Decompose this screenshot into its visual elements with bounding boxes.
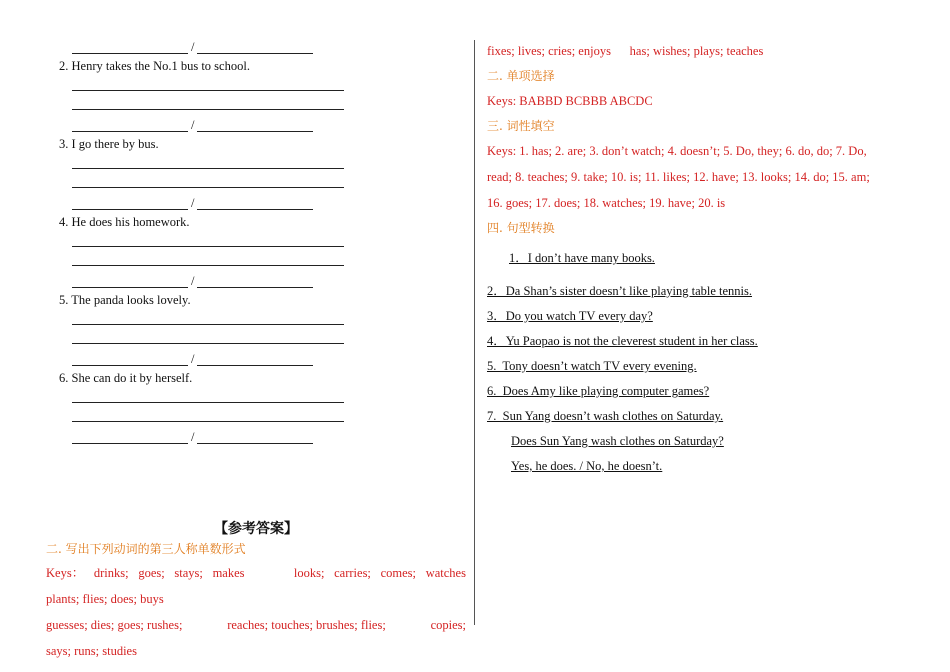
- answer-blank-pair[interactable]: /: [72, 352, 466, 366]
- answer-column: [487, 40, 917, 479]
- sentence-3: 3．Do you watch TV every day?: [487, 309, 653, 323]
- answer-line[interactable]: [72, 314, 344, 325]
- question-2: 2. Henry takes the No.1 bus to school.: [59, 59, 250, 73]
- keys-word-form-3: 16. goes; 17. does; 18. watches; 19. have; 20. is: [487, 196, 726, 210]
- section-heading-multiple-choice: 二. 单项选择: [487, 69, 555, 83]
- keys-row-1: Keys： drinks; goes; stays; makes looks; carries; comes; watches: [46, 566, 466, 580]
- sentence-7-answer: Yes, he does. / No, he doesn’t.: [511, 459, 663, 473]
- question-6: 6. She can do it by herself.: [59, 371, 193, 385]
- answer-line[interactable]: [72, 411, 344, 422]
- sentence-1: 1．I don’t have many books.: [509, 251, 655, 265]
- column-divider: [474, 40, 475, 625]
- answer-line[interactable]: [72, 255, 344, 266]
- section-heading-sentence-transform: 四. 句型转换: [487, 221, 555, 235]
- sentence-7-question: Does Sun Yang wash clothes on Saturday?: [511, 434, 724, 448]
- answer-blank-pair[interactable]: /: [72, 274, 466, 288]
- answer-blank-pair[interactable]: /: [72, 430, 466, 444]
- keys-row-5: fixes; lives; cries; enjoys has; wishes; plays; teaches: [487, 44, 764, 58]
- section-heading-word-form: 三. 词性填空: [487, 119, 555, 133]
- question-3: 3. I go there by bus.: [59, 137, 159, 151]
- answer-key-title: 【参考答案】: [214, 522, 298, 537]
- answer-line[interactable]: [72, 236, 344, 247]
- question-4: 4. He does his homework.: [59, 215, 190, 229]
- answer-line[interactable]: [72, 80, 344, 91]
- answer-blank-pair[interactable]: /: [72, 40, 466, 54]
- keys-row-4: says; runs; studies: [46, 644, 137, 658]
- answer-line[interactable]: [72, 177, 344, 188]
- sentence-5: 5. Tony doesn’t watch TV every evening.: [487, 359, 697, 373]
- sentence-7: 7. Sun Yang doesn’t wash clothes on Saturday.: [487, 409, 724, 423]
- sentence-6: 6. Does Amy like playing computer games?: [487, 384, 710, 398]
- answer-line[interactable]: [72, 99, 344, 110]
- exercise-column: [46, 40, 466, 664]
- question-5: 5. The panda looks lovely.: [59, 293, 191, 307]
- answer-blank-pair[interactable]: /: [72, 196, 466, 210]
- answer-blank-pair[interactable]: /: [72, 118, 466, 132]
- answer-line[interactable]: [72, 392, 344, 403]
- answer-line[interactable]: [72, 158, 344, 169]
- keys-row-2: plants; flies; does; buys: [46, 592, 164, 606]
- keys-word-form-1: Keys: 1. has; 2. are; 3. don’t watch; 4. doesn’t; 5. Do, they; 6. do, do; 7. Do,: [487, 144, 867, 158]
- sentence-4: 4．Yu Paopao is not the cleverest student in her class.: [487, 334, 758, 348]
- keys-word-form-2: read; 8. teaches; 9. take; 10. is; 11. likes; 12. have; 13. looks; 14. do; 15. am;: [487, 170, 870, 184]
- sentence-2: 2．Da Shan’s sister doesn’t like playing table tennis.: [487, 284, 753, 298]
- answer-line[interactable]: [72, 333, 344, 344]
- section-heading-third-person: 二. 写出下列动词的第三人称单数形式: [46, 542, 246, 556]
- keys-row-3: guesses; dies; goes; rushes; reaches; touches; brushes; flies; copies;: [46, 618, 466, 632]
- keys-multiple-choice: Keys: BABBD BCBBB ABCDC: [487, 94, 653, 108]
